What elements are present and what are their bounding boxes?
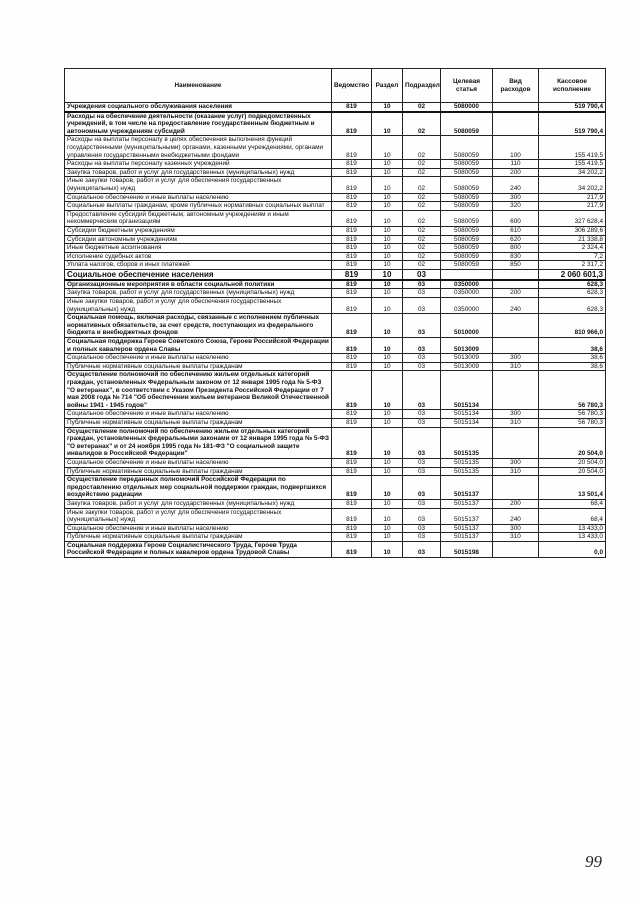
- row-dept: 819: [332, 508, 372, 524]
- row-dept: 819: [332, 410, 372, 419]
- table-row: [65, 261, 606, 270]
- row-section: 10: [372, 458, 403, 467]
- row-target: 5015137: [441, 499, 493, 508]
- row-subsection: 03: [403, 524, 441, 533]
- row-section: 10: [372, 226, 403, 235]
- row-kind: [493, 280, 539, 289]
- row-subsection: 03: [403, 476, 441, 500]
- row-kind: 800: [493, 244, 539, 253]
- row-section: 10: [372, 289, 403, 298]
- row-kind: 850: [493, 261, 539, 270]
- table-row: [65, 524, 606, 533]
- row-kind: 300: [493, 410, 539, 419]
- table-row: [65, 177, 606, 193]
- row-target: 5015198: [441, 541, 493, 557]
- header-target: Целевая статья: [441, 69, 493, 103]
- row-target: 5015135: [441, 467, 493, 476]
- row-dept: 819: [332, 458, 372, 467]
- row-name: Публичные нормативные социальные выплаты гражданам: [65, 533, 332, 542]
- row-kind: 300: [493, 354, 539, 363]
- row-section: 10: [372, 177, 403, 193]
- row-dept: 819: [332, 467, 372, 476]
- budget-table: [64, 68, 606, 558]
- row-kind: 620: [493, 235, 539, 244]
- table-row: [65, 499, 606, 508]
- row-subsection: 03: [403, 418, 441, 427]
- row-subsection: 02: [403, 177, 441, 193]
- header-row: [65, 69, 606, 103]
- row-target: 5015137: [441, 508, 493, 524]
- row-dept: 819: [332, 280, 372, 289]
- row-section: 10: [372, 476, 403, 500]
- row-dept: 819: [332, 136, 372, 160]
- row-dept: 819: [332, 103, 372, 112]
- row-section: 10: [372, 160, 403, 169]
- row-section: 10: [372, 427, 403, 458]
- table-row: [65, 508, 606, 524]
- row-subsection: 03: [403, 280, 441, 289]
- row-amount: 810 966,0: [539, 314, 606, 338]
- row-amount: 628,3: [539, 289, 606, 298]
- row-name: Социальная помощь, включая расходы, связанные с исполнением публичных нормативных обязательств, за счет средств, поступающих из федерального бюджета и внебюджетных фондов: [65, 314, 332, 338]
- row-dept: 819: [332, 226, 372, 235]
- table-row: [65, 210, 606, 226]
- row-kind: 240: [493, 508, 539, 524]
- table-row: [65, 467, 606, 476]
- table-row: [65, 168, 606, 177]
- row-subsection: 02: [403, 252, 441, 261]
- row-amount: 20 504,0: [539, 458, 606, 467]
- row-amount: 2 317,2: [539, 261, 606, 270]
- row-kind: [493, 103, 539, 112]
- row-subsection: 03: [403, 362, 441, 371]
- row-name: Предоставление субсидий бюджетным, автономным учреждениям и иным некоммерческим организациям: [65, 210, 332, 226]
- row-name: Публичные нормативные социальные выплаты гражданам: [65, 362, 332, 371]
- table-row: [65, 533, 606, 542]
- row-subsection: 03: [403, 354, 441, 363]
- row-kind: [493, 314, 539, 338]
- table-row: [65, 235, 606, 244]
- row-name: Социальное обеспечение населения: [65, 269, 332, 280]
- row-kind: [493, 476, 539, 500]
- row-target: 5015135: [441, 458, 493, 467]
- row-amount: 56 780,3: [539, 410, 606, 419]
- row-amount: 13 433,0: [539, 524, 606, 533]
- row-amount: 56 780,3: [539, 371, 606, 410]
- row-amount: 2 060 601,3: [539, 269, 606, 280]
- row-section: 10: [372, 298, 403, 314]
- row-amount: 628,3: [539, 298, 606, 314]
- row-name: Социальные выплаты гражданам, кроме публичных нормативных социальных выплат: [65, 202, 332, 211]
- row-dept: 819: [332, 476, 372, 500]
- table-row: [65, 112, 606, 136]
- row-subsection: 03: [403, 371, 441, 410]
- row-dept: 819: [332, 541, 372, 557]
- row-kind: 600: [493, 210, 539, 226]
- row-kind: 300: [493, 458, 539, 467]
- row-kind: 310: [493, 362, 539, 371]
- table-row: [65, 371, 606, 410]
- row-target: 5080059: [441, 202, 493, 211]
- row-amount: 519 790,4: [539, 103, 606, 112]
- table-row: [65, 289, 606, 298]
- row-amount: 68,4: [539, 499, 606, 508]
- row-subsection: 03: [403, 269, 441, 280]
- row-target: 5015137: [441, 524, 493, 533]
- row-section: 10: [372, 210, 403, 226]
- row-subsection: 02: [403, 112, 441, 136]
- row-amount: 38,6: [539, 362, 606, 371]
- row-kind: 320: [493, 202, 539, 211]
- table-row: [65, 193, 606, 202]
- table-row: [65, 269, 606, 280]
- row-name: Расходы на обеспечение деятельности (оказание услуг) подведомственных учреждений, в том числе на предоставление государственным бюджетным и автономным учреждениям субсидий: [65, 112, 332, 136]
- row-kind: 240: [493, 298, 539, 314]
- row-amount: 306 289,6: [539, 226, 606, 235]
- row-amount: 20 504,0: [539, 467, 606, 476]
- row-target: [441, 269, 493, 280]
- row-dept: 819: [332, 427, 372, 458]
- row-target: 5015137: [441, 533, 493, 542]
- row-amount: 628,3: [539, 280, 606, 289]
- row-section: 10: [372, 252, 403, 261]
- row-kind: 300: [493, 193, 539, 202]
- table-body: [65, 103, 606, 558]
- row-name: Социальное обеспечение и иные выплаты населению: [65, 524, 332, 533]
- row-amount: 217,9: [539, 193, 606, 202]
- row-section: 10: [372, 280, 403, 289]
- row-name: Закупка товаров, работ и услуг для государственных (муниципальных) нужд: [65, 289, 332, 298]
- row-target: 0350000: [441, 289, 493, 298]
- row-name: Исполнение судебных актов: [65, 252, 332, 261]
- row-target: 5080059: [441, 244, 493, 253]
- row-name: Уплата налогов, сборов и иных платежей: [65, 261, 332, 270]
- row-amount: 20 504,0: [539, 427, 606, 458]
- row-kind: 300: [493, 524, 539, 533]
- row-section: 10: [372, 354, 403, 363]
- row-dept: 819: [332, 338, 372, 354]
- row-amount: 38,6: [539, 338, 606, 354]
- page-number: 99: [585, 852, 602, 871]
- row-dept: 819: [332, 202, 372, 211]
- row-kind: 200: [493, 168, 539, 177]
- header-subsection: Подраздел: [403, 69, 441, 103]
- table-row: [65, 160, 606, 169]
- row-amount: 13 501,4: [539, 476, 606, 500]
- row-amount: 7,2: [539, 252, 606, 261]
- row-amount: 13 433,0: [539, 533, 606, 542]
- row-name: Осуществление переданных полномочий Российской Федерации по предоставлению отдельных мер социальной поддержки граждан, подвергшихся воздействию радиации: [65, 476, 332, 500]
- row-dept: 819: [332, 177, 372, 193]
- row-dept: 819: [332, 418, 372, 427]
- row-name: Иные закупки товаров, работ и услуг для обеспечения государственных (муниципальных) нужд: [65, 298, 332, 314]
- row-amount: 2 324,4: [539, 244, 606, 253]
- row-name: Социальная поддержка Героев Социалистического Труда, Героев Труда Российской Федерации и полных кавалеров ордена Трудовой Славы: [65, 541, 332, 557]
- row-kind: 310: [493, 418, 539, 427]
- row-kind: [493, 541, 539, 557]
- row-target: 5080059: [441, 177, 493, 193]
- row-amount: 34 202,2: [539, 168, 606, 177]
- row-target: 0350000: [441, 298, 493, 314]
- table-row: [65, 458, 606, 467]
- row-kind: [493, 427, 539, 458]
- table-row: [65, 541, 606, 557]
- table-row: [65, 226, 606, 235]
- row-section: 10: [372, 541, 403, 557]
- header-section: Раздел: [372, 69, 403, 103]
- row-subsection: 03: [403, 508, 441, 524]
- row-amount: 68,4: [539, 508, 606, 524]
- row-section: 10: [372, 499, 403, 508]
- row-name: Осуществление полномочий по обеспечению жильем отдельных категорий граждан, установленных Федеральным законом от 12 января 1995 года № 5-ФЗ "О ветеранах", в соответствии с Указом Президента Российской Федерации от 7 мая 2008 года № 714 "Об обеспечении жильем ветеранов Великой Отечественной войны 1941 - 1945 годов": [65, 371, 332, 410]
- row-subsection: 03: [403, 314, 441, 338]
- row-section: 10: [372, 136, 403, 160]
- row-dept: 819: [332, 261, 372, 270]
- table-row: [65, 410, 606, 419]
- row-amount: 0,0: [539, 541, 606, 557]
- row-dept: 819: [332, 289, 372, 298]
- row-dept: 819: [332, 533, 372, 542]
- header-kind: Вид расходов: [493, 69, 539, 103]
- row-target: 0350000: [441, 280, 493, 289]
- row-amount: 34 202,2: [539, 177, 606, 193]
- row-subsection: 02: [403, 235, 441, 244]
- table-row: [65, 354, 606, 363]
- row-amount: 217,9: [539, 202, 606, 211]
- row-amount: 56 780,3: [539, 418, 606, 427]
- row-target: 5080059: [441, 252, 493, 261]
- row-target: 5080000: [441, 103, 493, 112]
- row-dept: 819: [332, 168, 372, 177]
- row-section: 10: [372, 269, 403, 280]
- row-name: Публичные нормативные социальные выплаты гражданам: [65, 467, 332, 476]
- row-section: 10: [372, 410, 403, 419]
- row-target: 5010000: [441, 314, 493, 338]
- table-row: [65, 476, 606, 500]
- row-dept: 819: [332, 252, 372, 261]
- row-target: 5080059: [441, 136, 493, 160]
- row-subsection: 02: [403, 244, 441, 253]
- row-kind: 610: [493, 226, 539, 235]
- row-target: 5015134: [441, 418, 493, 427]
- row-dept: 819: [332, 210, 372, 226]
- row-amount: 155 419,5: [539, 136, 606, 160]
- row-subsection: 02: [403, 160, 441, 169]
- table-row: [65, 314, 606, 338]
- header-dept: Ведомство: [332, 69, 372, 103]
- row-kind: 310: [493, 533, 539, 542]
- row-target: 5080059: [441, 160, 493, 169]
- row-name: Публичные нормативные социальные выплаты гражданам: [65, 418, 332, 427]
- row-section: 10: [372, 533, 403, 542]
- row-name: Иные закупки товаров, работ и услуг для обеспечения государственных (муниципальных) нужд: [65, 177, 332, 193]
- row-name: Расходы на выплаты персоналу казенных учреждений: [65, 160, 332, 169]
- row-section: 10: [372, 103, 403, 112]
- row-name: Учреждения социального обслуживания населения: [65, 103, 332, 112]
- row-section: 10: [372, 338, 403, 354]
- row-name: Организационные мероприятия в области социальной политики: [65, 280, 332, 289]
- row-name: Иные бюджетные ассигнования: [65, 244, 332, 253]
- row-subsection: 03: [403, 499, 441, 508]
- table-row: [65, 298, 606, 314]
- row-target: 5080059: [441, 168, 493, 177]
- row-section: 10: [372, 508, 403, 524]
- row-subsection: 03: [403, 289, 441, 298]
- row-section: 10: [372, 193, 403, 202]
- row-section: 10: [372, 524, 403, 533]
- row-target: 5080059: [441, 193, 493, 202]
- row-section: 10: [372, 244, 403, 253]
- row-section: 10: [372, 418, 403, 427]
- row-subsection: 02: [403, 168, 441, 177]
- row-dept: 819: [332, 235, 372, 244]
- row-target: 5080059: [441, 210, 493, 226]
- header-name: Наименование: [65, 69, 332, 103]
- row-name: Закупка товаров, работ и услуг для государственных (муниципальных) нужд: [65, 168, 332, 177]
- row-target: 5015135: [441, 427, 493, 458]
- row-kind: 200: [493, 289, 539, 298]
- table-row: [65, 244, 606, 253]
- row-subsection: 02: [403, 136, 441, 160]
- row-kind: 240: [493, 177, 539, 193]
- row-dept: 819: [332, 314, 372, 338]
- row-name: Расходы на выплаты персоналу в целях обеспечения выполнения функций государственными (муниципальными) органами, казенными учреждениями, органами управления государственными внебюджетными фондами: [65, 136, 332, 160]
- row-section: 10: [372, 168, 403, 177]
- row-dept: 819: [332, 524, 372, 533]
- row-name: Социальное обеспечение и иные выплаты населению: [65, 458, 332, 467]
- row-subsection: 03: [403, 427, 441, 458]
- row-name: Закупка товаров, работ и услуг для государственных (муниципальных) нужд: [65, 499, 332, 508]
- row-dept: 819: [332, 499, 372, 508]
- row-dept: 819: [332, 244, 372, 253]
- row-section: 10: [372, 467, 403, 476]
- row-target: 5080059: [441, 226, 493, 235]
- table-row: [65, 362, 606, 371]
- row-subsection: 03: [403, 533, 441, 542]
- row-subsection: 03: [403, 458, 441, 467]
- row-target: 5013009: [441, 354, 493, 363]
- row-dept: 819: [332, 354, 372, 363]
- row-subsection: 03: [403, 467, 441, 476]
- row-name: Осуществление полномочий по обеспечению жильем отдельных категорий граждан, установленных федеральными законами от 12 января 1995 года № 5-ФЗ "О ветеранах" и от 24 ноября 1995 года № 181-ФЗ "О социальной защите инвалидов в Российской Федерации": [65, 427, 332, 458]
- table-row: [65, 280, 606, 289]
- row-kind: [493, 112, 539, 136]
- row-subsection: 03: [403, 338, 441, 354]
- row-kind: 100: [493, 136, 539, 160]
- row-name: Социальное обеспечение и иные выплаты населению: [65, 354, 332, 363]
- row-target: 5080059: [441, 261, 493, 270]
- row-section: 10: [372, 371, 403, 410]
- row-section: 10: [372, 112, 403, 136]
- row-section: 10: [372, 314, 403, 338]
- row-dept: 819: [332, 362, 372, 371]
- row-section: 10: [372, 235, 403, 244]
- table-row: [65, 202, 606, 211]
- row-kind: 110: [493, 160, 539, 169]
- row-amount: 21 338,8: [539, 235, 606, 244]
- row-target: 5080059: [441, 235, 493, 244]
- row-target: 5015134: [441, 410, 493, 419]
- header-amount: Кассовое исполнение: [539, 69, 606, 103]
- row-target: 5013009: [441, 338, 493, 354]
- row-dept: 819: [332, 371, 372, 410]
- row-dept: 819: [332, 160, 372, 169]
- table-row: [65, 338, 606, 354]
- row-subsection: 03: [403, 541, 441, 557]
- row-target: 5015134: [441, 371, 493, 410]
- row-subsection: 03: [403, 410, 441, 419]
- row-kind: 200: [493, 499, 539, 508]
- row-subsection: 02: [403, 210, 441, 226]
- table-row: [65, 418, 606, 427]
- row-section: 10: [372, 261, 403, 270]
- row-dept: 819: [332, 112, 372, 136]
- table-row: [65, 103, 606, 112]
- row-dept: 819: [332, 298, 372, 314]
- row-subsection: 03: [403, 298, 441, 314]
- row-name: Социальное обеспечение и иные выплаты населению: [65, 410, 332, 419]
- row-subsection: 02: [403, 193, 441, 202]
- table-row: [65, 136, 606, 160]
- row-amount: 519 790,4: [539, 112, 606, 136]
- row-dept: 819: [332, 269, 372, 280]
- row-amount: 38,6: [539, 354, 606, 363]
- row-kind: [493, 371, 539, 410]
- row-section: 10: [372, 362, 403, 371]
- row-name: Иные закупки товаров, работ и услуг для обеспечения государственных (муниципальных) нужд: [65, 508, 332, 524]
- row-name: Субсидии бюджетным учреждениям: [65, 226, 332, 235]
- row-target: 5080059: [441, 112, 493, 136]
- table-row: [65, 427, 606, 458]
- row-kind: 830: [493, 252, 539, 261]
- table-row: [65, 252, 606, 261]
- row-name: Социальное обеспечение и иные выплаты населению: [65, 193, 332, 202]
- row-subsection: 02: [403, 202, 441, 211]
- row-target: 5015137: [441, 476, 493, 500]
- row-target: 5013009: [441, 362, 493, 371]
- row-kind: [493, 269, 539, 280]
- row-amount: 155 419,5: [539, 160, 606, 169]
- row-name: Субсидии автономным учреждениям: [65, 235, 332, 244]
- row-dept: 819: [332, 193, 372, 202]
- row-subsection: 02: [403, 103, 441, 112]
- row-subsection: 02: [403, 261, 441, 270]
- row-name: Социальная поддержка Героев Советского Союза, Героев Российской Федерации и полных кавалеров ордена Славы: [65, 338, 332, 354]
- row-kind: 310: [493, 467, 539, 476]
- row-section: 10: [372, 202, 403, 211]
- row-subsection: 02: [403, 226, 441, 235]
- row-kind: [493, 338, 539, 354]
- row-amount: 327 628,4: [539, 210, 606, 226]
